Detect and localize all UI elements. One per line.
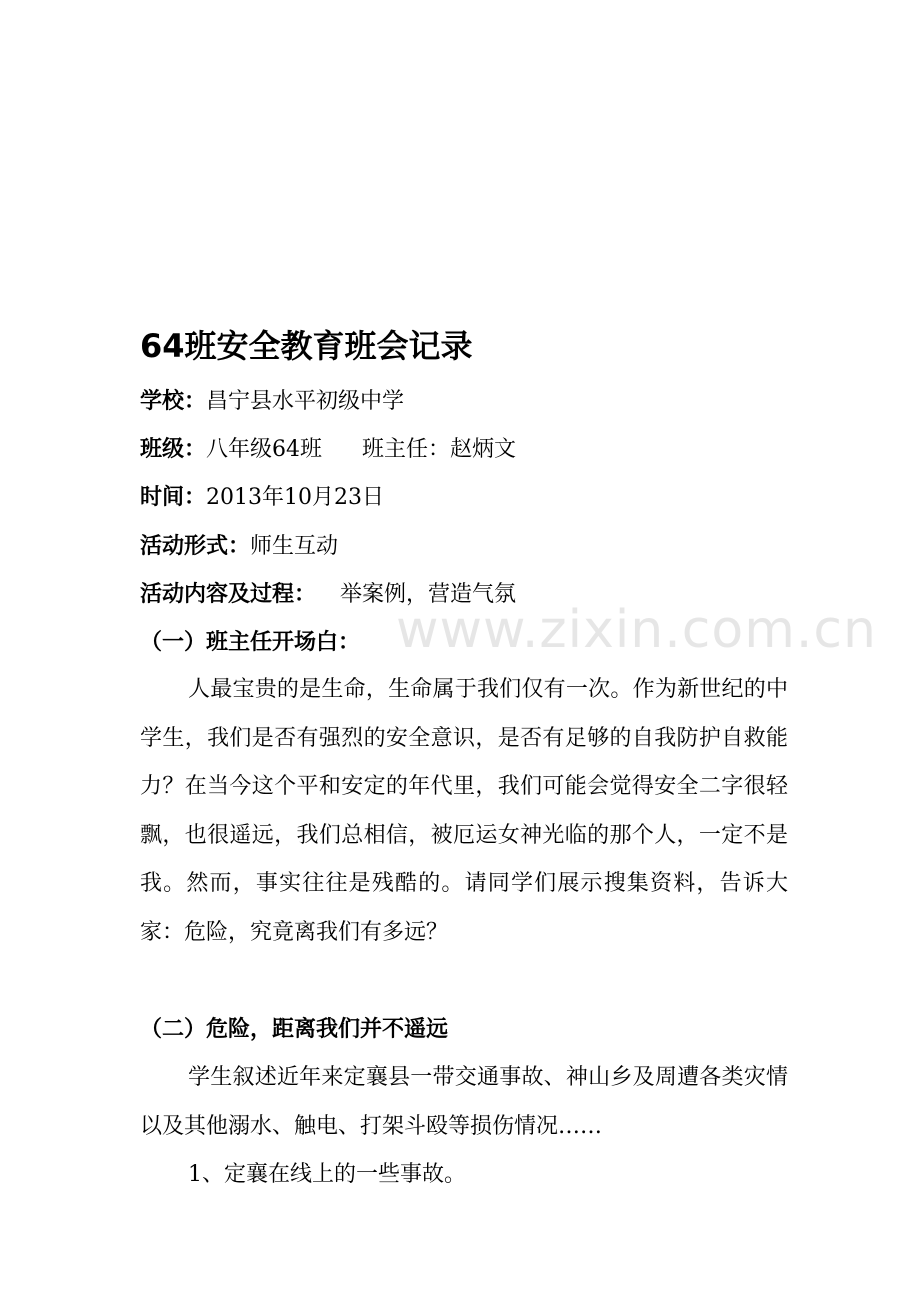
watermark: www.zixin.com.cn <box>396 600 877 660</box>
school-label: 学校： <box>140 389 207 414</box>
time-field <box>140 482 384 514</box>
form-field <box>140 531 338 563</box>
content-value: 举案例，营造气氛 <box>340 582 517 607</box>
time-value: 2013年10月23日 <box>206 485 384 510</box>
teacher-value: 赵炳文 <box>450 437 517 462</box>
section2-paragraph: 学生叙述近年来定襄县一带交通事故、神山乡及周遭各类灾情以及其他溺水、触电、打架斗殴等损伤情况…… <box>140 1065 788 1139</box>
class-value: 八年级64班 <box>206 437 323 462</box>
content-label: 活动内容及过程： <box>140 582 317 607</box>
form-label: 活动形式： <box>140 534 251 559</box>
section1-heading: （一）班主任开场白： <box>140 630 361 655</box>
class-label: 班级： <box>140 437 207 462</box>
content-field <box>140 579 516 611</box>
document-title: 64班安全教育班会记录 <box>140 327 473 365</box>
teacher-label: 班主任： <box>362 437 451 462</box>
school-field <box>140 386 404 418</box>
class-field <box>140 434 516 466</box>
section2-item1: 1、定襄在线上的一些事故。 <box>188 1162 466 1187</box>
section2-heading: （二）危险，距离我们并不遥远 <box>140 1017 449 1042</box>
section1-paragraph: 人最宝贵的是生命，生命属于我们仅有一次。作为新世纪的中学生，我们是否有强烈的安全意识，是否有足够的自我防护自救能力？在当今这个平和安定的年代里，我们可能会觉得安全二字很轻飘，也很遥远，我们总相信，被厄运女神光临的那个人，一定不是我。然而，事实往往是残酷的。请同学们展示搜集资料，告诉大家：危险，究竟离我们有多远？ <box>140 677 788 945</box>
time-label: 时间： <box>140 485 207 510</box>
school-value: 昌宁县水平初级中学 <box>206 389 405 414</box>
form-value: 师生互动 <box>250 534 339 559</box>
